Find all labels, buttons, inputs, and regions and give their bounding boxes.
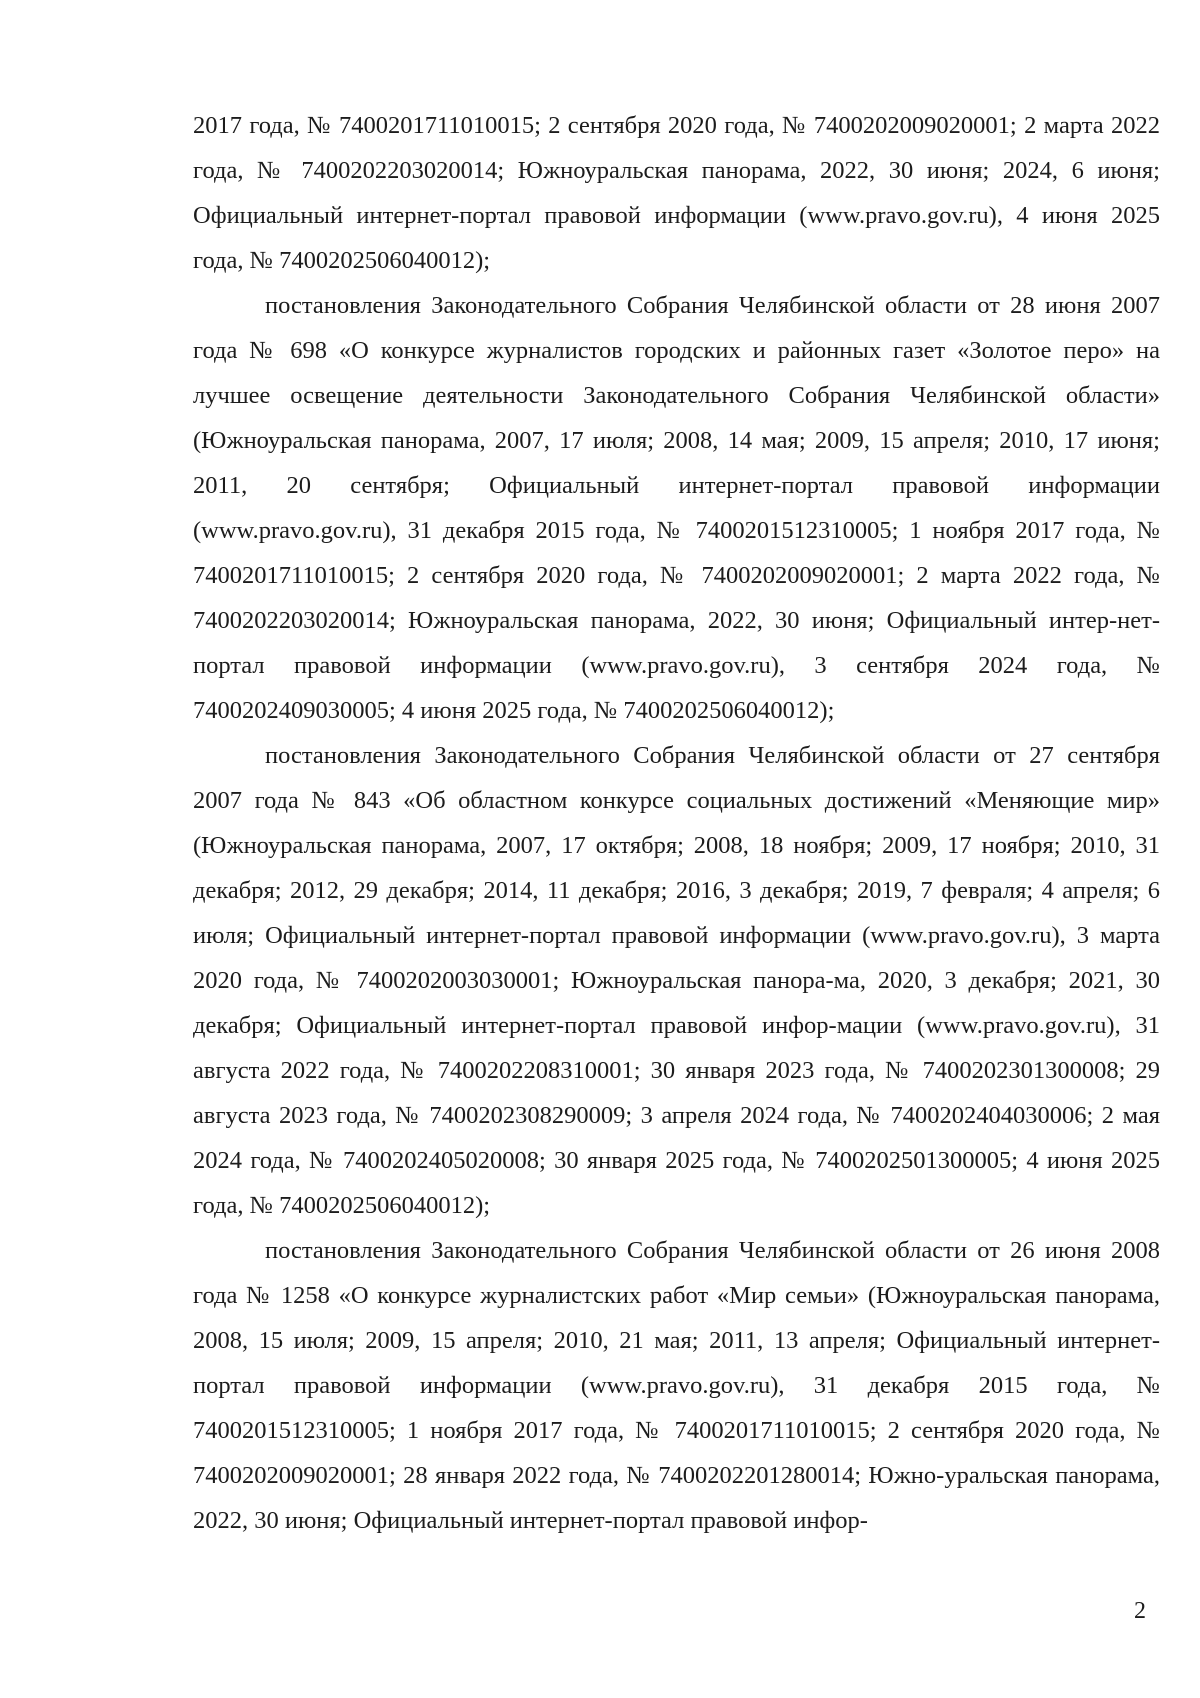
- page-number: 2: [1134, 1598, 1146, 1624]
- paragraph-resolution-1258: постановления Законодательного Собрания Челябинской области от 26 июня 2008 года № 1258 «О конкурсе журналистских работ «Мир семьи» (Южноуральская панорама, 2008, 15 июля; 2009, 15 апреля; 2010, 21 мая; 2011, 13 апреля; Официальный интернет-портал правовой информации (www.pravo.gov.ru), 31 декабря 2015 года, № 7400201512310005; 1 ноября 2017 года, № 7400201711010015; 2 сентября 2020 года, № 7400202009020001; 28 января 2022 года, № 7400202201280014; Южно-уральская панорама, 2022, 30 июня; Официальный интернет-портал правовой инфор-: [193, 1237, 1160, 1534]
- paragraph-continuation: 2017 года, № 7400201711010015; 2 сентября 2020 года, № 7400202009020001; 2 марта 2022 года, № 7400202203020014; Южноуральская панорама, 2022, 30 июня; 2024, 6 июня; Официальный интернет-портал правовой информации (www.pravo.gov.ru), 4 июня 2025 года, № 7400202506040012);: [193, 112, 1160, 274]
- document-body: [193, 103, 1160, 1543]
- paragraph-resolution-843: постановления Законодательного Собрания Челябинской области от 27 сентября 2007 года № 843 «Об областном конкурсе социальных достижений «Меняющие мир» (Южноуральская панорама, 2007, 17 октября; 2008, 18 ноября; 2009, 17 ноября; 2010, 31 декабря; 2012, 29 декабря; 2014, 11 декабря; 2016, 3 декабря; 2019, 7 февраля; 4 апреля; 6 июля; Официальный интернет-портал правовой информации (www.pravo.gov.ru), 3 марта 2020 года, № 7400202003030001; Южноуральская панора-ма, 2020, 3 декабря; 2021, 30 декабря; Официальный интернет-портал правовой инфор-мации (www.pravo.gov.ru), 31 августа 2022 года, № 7400202208310001; 30 января 2023 года, № 7400202301300008; 29 августа 2023 года, № 7400202308290009; 3 апреля 2024 года, № 7400202404030006; 2 мая 2024 года, № 7400202405020008; 30 января 2025 года, № 7400202501300005; 4 июня 2025 года, № 7400202506040012);: [193, 742, 1160, 1219]
- paragraph-resolution-698: постановления Законодательного Собрания Челябинской области от 28 июня 2007 года № 698 «О конкурсе журналистов городских и районных газет «Золотое перо» на лучшее освещение деятельности Законодательного Собрания Челябинской области» (Южноуральская панорама, 2007, 17 июля; 2008, 14 мая; 2009, 15 апреля; 2010, 17 июня; 2011, 20 сентября; Официальный интернет-портал правовой информации (www.pravo.gov.ru), 31 декабря 2015 года, № 7400201512310005; 1 ноября 2017 года, № 7400201711010015; 2 сентября 2020 года, № 7400202009020001; 2 марта 2022 года, № 7400202203020014; Южноуральская панорама, 2022, 30 июня; Официальный интер-нет-портал правовой информации (www.pravo.gov.ru), 3 сентября 2024 года, № 7400202409030005; 4 июня 2025 года, № 7400202506040012);: [193, 292, 1160, 724]
